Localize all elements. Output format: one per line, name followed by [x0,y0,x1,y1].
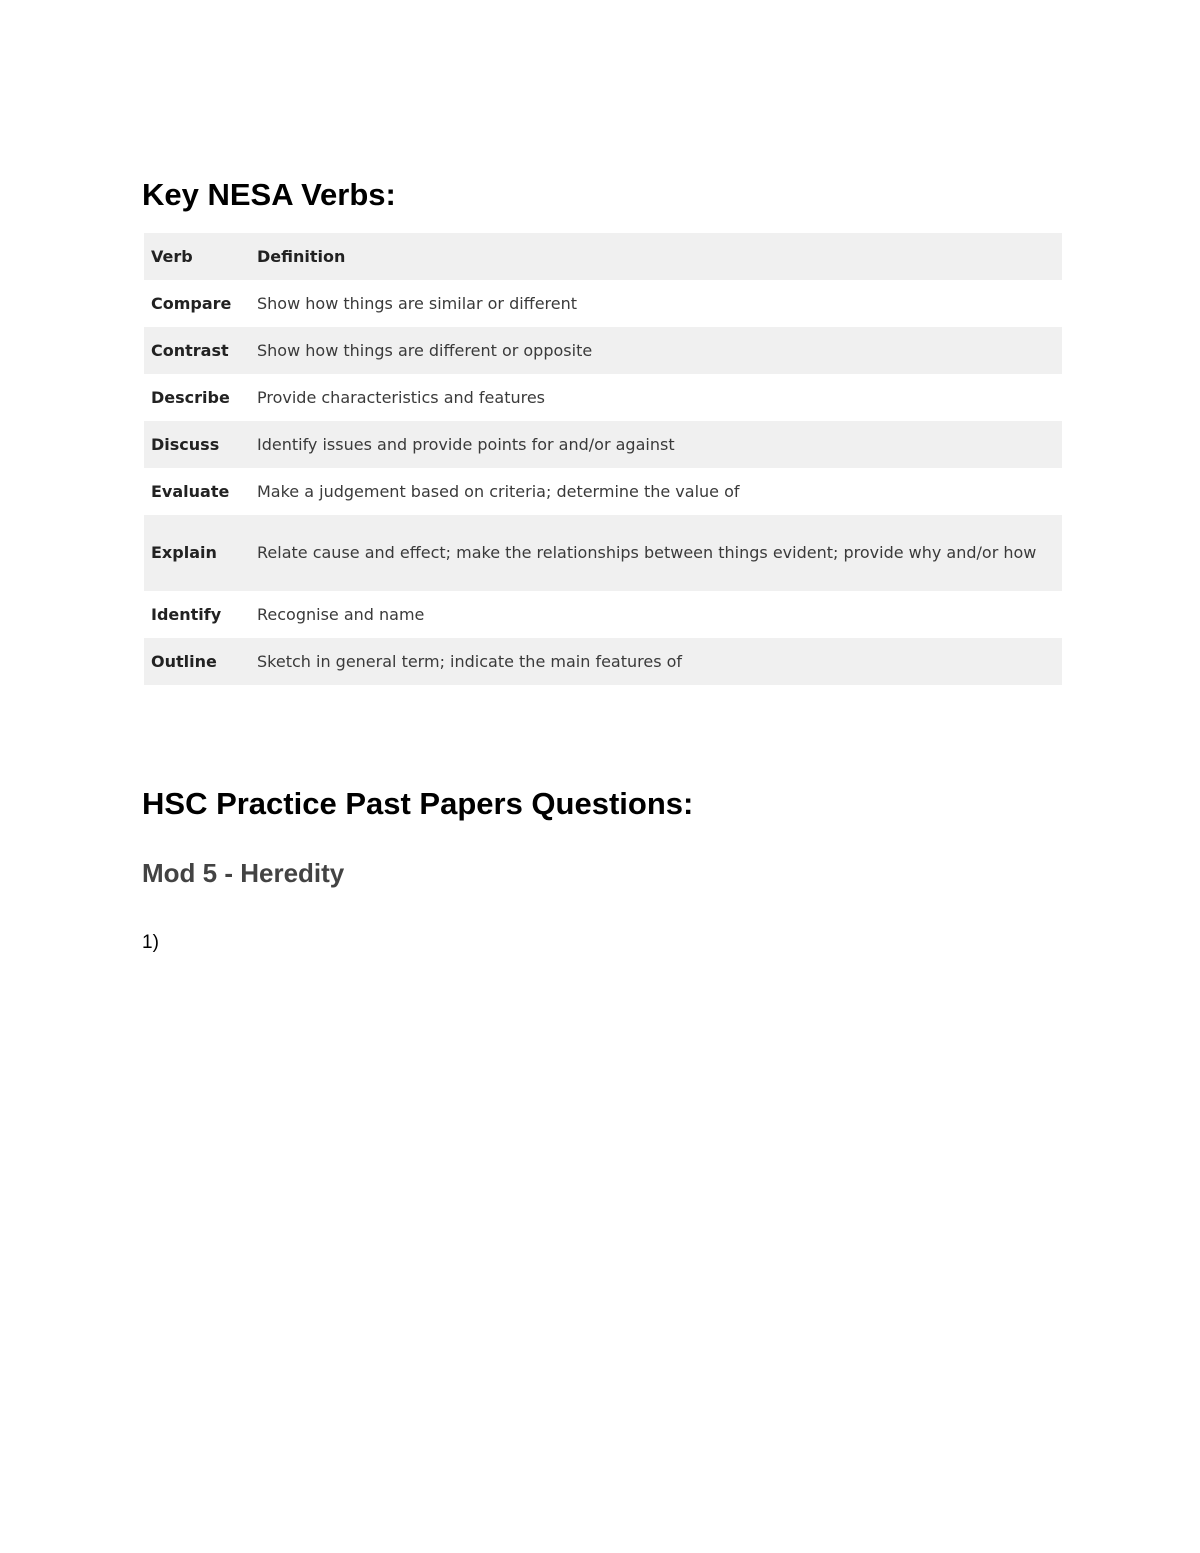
table-header-row [144,233,1062,280]
verb-cell: Outline [151,651,217,671]
verb-cell: Compare [151,293,232,313]
definition-cell: Make a judgement based on criteria; determine the value of [257,481,740,501]
definition-cell: Provide characteristics and features [257,387,546,407]
column-header-verb: Verb [151,246,193,266]
module-subtitle: Mod 5 - Heredity [142,858,345,888]
table-row [144,468,1062,515]
definition-cell: Show how things are different or opposite [257,340,593,360]
verb-cell: Evaluate [151,481,230,501]
nesa-verbs-table [144,233,1062,685]
verb-cell: Contrast [151,340,229,360]
definition-cell: Identify issues and provide points for and/or against [257,434,675,454]
table-row [144,515,1062,591]
verb-cell: Identify [151,604,222,624]
table-row [144,591,1062,638]
verb-cell: Explain [151,543,217,562]
definition-cell: Show how things are similar or different [257,293,578,313]
question-number: 1) [142,932,159,953]
verbs-section-title: Key NESA Verbs: [142,177,396,212]
definition-cell: Sketch in general term; indicate the main features of [257,651,683,671]
verb-cell: Describe [151,387,230,407]
table-row [144,280,1062,327]
column-header-definition: Definition [257,246,346,266]
table-row [144,374,1062,421]
verb-cell: Discuss [151,434,220,454]
table-row [144,421,1062,468]
definition-cell: Recognise and name [257,604,425,624]
table-row [144,638,1062,685]
definition-cell: Relate cause and effect; make the relationships between things evident; provide why and/or how [257,543,1037,562]
past-papers-section-title: HSC Practice Past Papers Questions: [142,786,694,821]
table-row [144,327,1062,374]
